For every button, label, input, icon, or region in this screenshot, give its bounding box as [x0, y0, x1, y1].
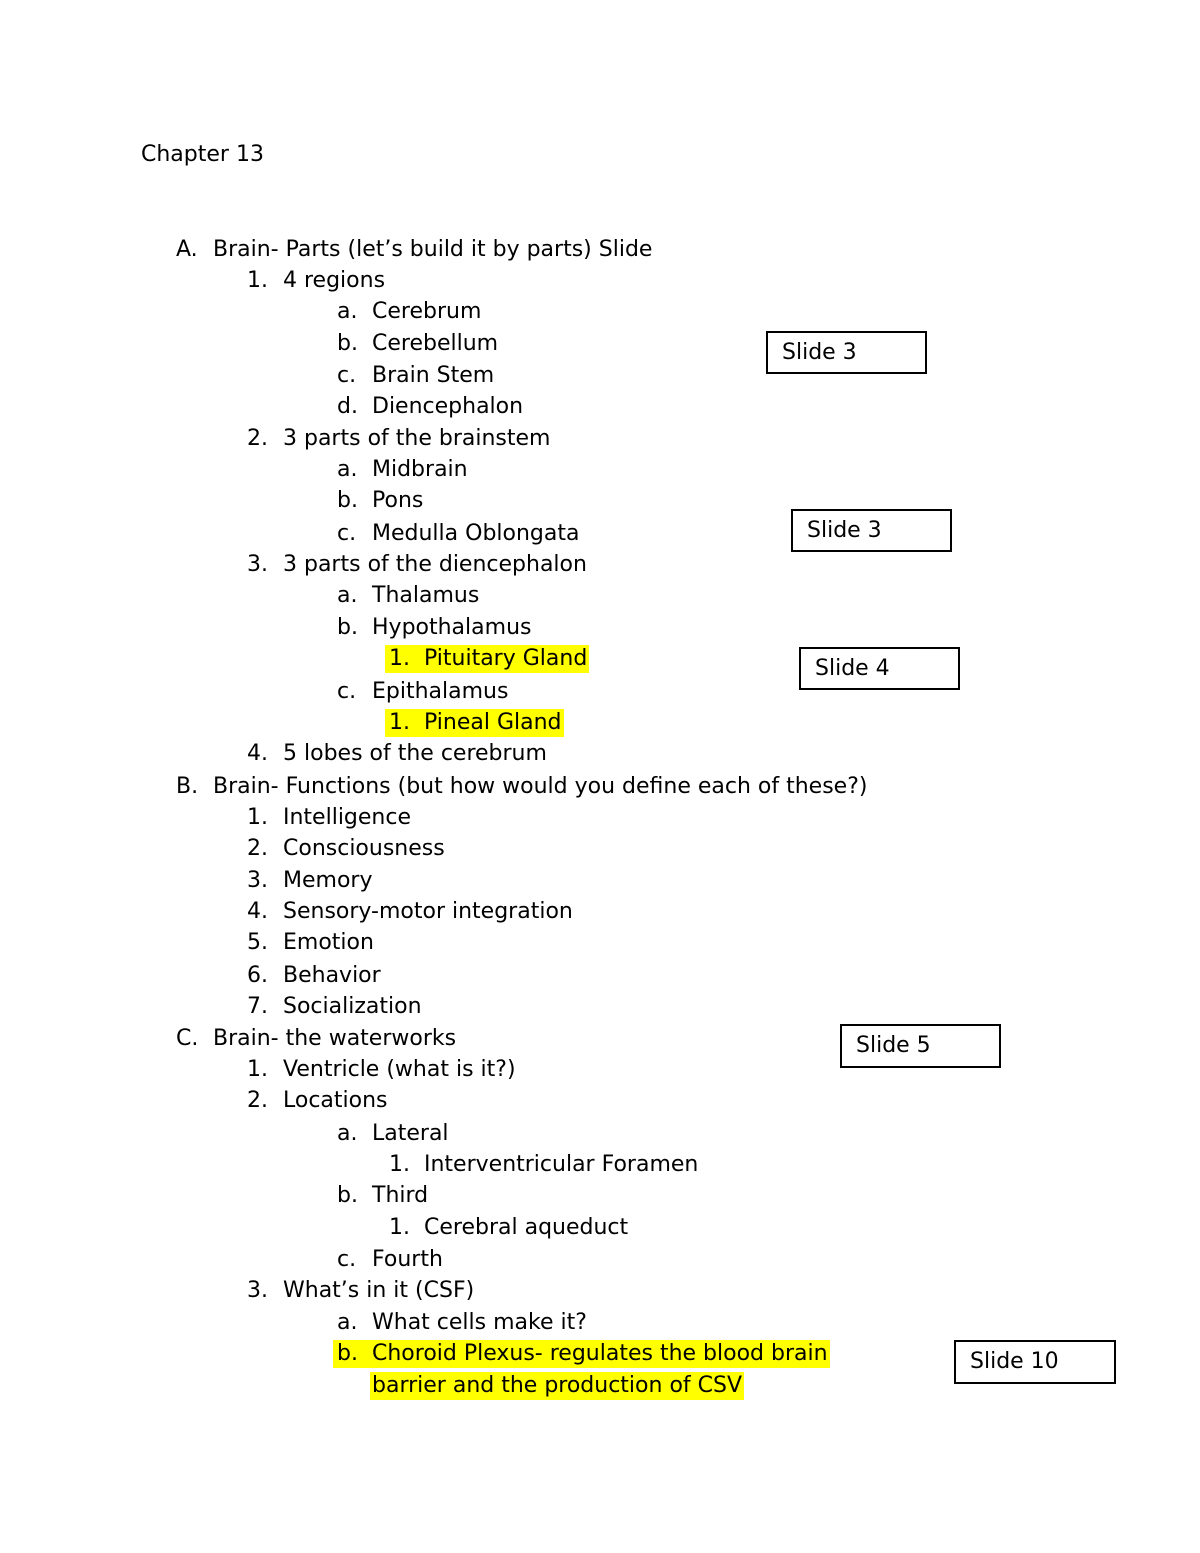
outline-item — [247, 425, 550, 453]
item-text: 5 lobes of the cerebrum — [283, 741, 547, 766]
slide-label-box: Slide 10 — [954, 1340, 1116, 1384]
outline-item — [247, 867, 372, 895]
item-marker: a. — [337, 1121, 358, 1146]
item-marker: 2. — [247, 836, 268, 861]
item-marker: 1. — [389, 1152, 410, 1177]
outline-item — [337, 393, 523, 421]
item-text: Interventricular Foramen — [424, 1152, 699, 1177]
item-marker: a. — [337, 457, 358, 482]
item-text: 3 parts of the brainstem — [283, 426, 551, 451]
item-text: Epithalamus — [372, 679, 509, 704]
outline-item — [247, 929, 374, 957]
outline-item — [337, 520, 579, 548]
item-marker: a. — [337, 1310, 358, 1335]
outline-item — [337, 1120, 449, 1148]
slide-label-box: Slide 3 — [766, 331, 927, 374]
item-marker: B. — [176, 774, 199, 799]
item-marker: 1. — [389, 710, 410, 735]
item-marker: 3. — [247, 868, 268, 893]
highlighted-item — [385, 709, 564, 737]
highlighted-item — [333, 1340, 830, 1368]
item-text: Midbrain — [372, 457, 468, 482]
item-marker: 6. — [247, 963, 268, 988]
slide-label-box: Slide 4 — [799, 647, 960, 690]
highlighted-item — [370, 1372, 744, 1400]
item-text: Lateral — [372, 1121, 449, 1146]
outline-item — [337, 456, 468, 484]
item-text: Intelligence — [283, 805, 412, 830]
item-marker: c. — [337, 1247, 357, 1272]
outline-item — [247, 835, 445, 863]
outline-item — [247, 1056, 516, 1084]
item-marker: a. — [337, 583, 358, 608]
item-text: Third — [372, 1183, 429, 1208]
outline-item — [389, 1214, 628, 1242]
outline-item — [247, 993, 422, 1021]
item-marker: b. — [337, 488, 358, 513]
outline-item — [337, 678, 508, 706]
item-text: Fourth — [372, 1247, 443, 1272]
item-text: Cerebral aqueduct — [424, 1215, 629, 1240]
item-text: Brain- Parts (let’s build it by parts) Slide — [213, 237, 653, 262]
item-marker: 1. — [247, 1057, 268, 1082]
item-marker: 4. — [247, 741, 268, 766]
item-text: Cerebrum — [372, 299, 482, 324]
outline-item — [337, 330, 498, 358]
outline-item — [247, 740, 547, 768]
outline-item — [337, 1309, 587, 1337]
item-marker: 3. — [247, 1278, 268, 1303]
page-title: Chapter 13 — [141, 142, 264, 167]
outline-item — [337, 362, 494, 390]
outline-item — [337, 298, 481, 326]
item-text: Consciousness — [283, 836, 445, 861]
item-text: Diencephalon — [372, 394, 524, 419]
item-text: Behavior — [283, 963, 381, 988]
outline-item — [176, 1025, 456, 1053]
item-marker: a. — [337, 299, 358, 324]
outline-item — [247, 962, 381, 990]
outline-item — [337, 1246, 443, 1274]
outline-item — [247, 1087, 388, 1115]
item-text: Choroid Plexus- regulates the blood brain — [372, 1341, 828, 1366]
item-text: What cells make it? — [372, 1310, 587, 1335]
item-text: Pituitary Gland — [424, 646, 588, 671]
outline-item — [176, 236, 652, 264]
item-marker: b. — [337, 1341, 358, 1366]
outline-item — [389, 1151, 698, 1179]
item-marker: C. — [176, 1026, 199, 1051]
item-text: Sensory-motor integration — [283, 899, 573, 924]
item-text: barrier and the production of CSV — [372, 1373, 743, 1398]
item-marker: 1. — [389, 646, 410, 671]
item-text: Ventricle (what is it?) — [283, 1057, 516, 1082]
item-marker: A. — [176, 237, 198, 262]
item-text: What’s in it (CSF) — [283, 1278, 475, 1303]
outline-item — [337, 582, 479, 610]
item-marker: b. — [337, 615, 358, 640]
item-marker: c. — [337, 521, 357, 546]
item-text: Locations — [283, 1088, 388, 1113]
item-marker: d. — [337, 394, 358, 419]
item-marker: b. — [337, 331, 358, 356]
item-marker: b. — [337, 1183, 358, 1208]
item-text: Emotion — [283, 930, 374, 955]
outline-item — [337, 614, 531, 642]
slide-label-box: Slide 3 — [791, 509, 952, 552]
item-text: Medulla Oblongata — [372, 521, 580, 546]
outline-item — [247, 551, 587, 579]
item-marker: 1. — [247, 805, 268, 830]
highlighted-item — [385, 645, 589, 673]
item-text: 3 parts of the diencephalon — [283, 552, 587, 577]
item-text: Hypothalamus — [372, 615, 532, 640]
item-marker: 1. — [389, 1215, 410, 1240]
item-text: Pons — [372, 488, 424, 513]
item-marker: 2. — [247, 426, 268, 451]
item-marker: 4. — [247, 899, 268, 924]
outline-item — [247, 898, 573, 926]
item-text: Cerebellum — [372, 331, 499, 356]
item-text: Memory — [283, 868, 373, 893]
item-marker: 5. — [247, 930, 268, 955]
item-marker: 2. — [247, 1088, 268, 1113]
outline-item — [337, 487, 423, 515]
item-marker: c. — [337, 679, 357, 704]
item-marker: 1. — [247, 268, 268, 293]
outline-item — [337, 1182, 428, 1210]
item-marker: 7. — [247, 994, 268, 1019]
item-text: Pineal Gland — [424, 710, 562, 735]
outline-item — [247, 804, 411, 832]
item-text: Socialization — [283, 994, 422, 1019]
outline-item — [247, 1277, 474, 1305]
item-text: Brain- the waterworks — [213, 1026, 457, 1051]
item-marker: c. — [337, 363, 357, 388]
item-marker: 3. — [247, 552, 268, 577]
slide-label-box: Slide 5 — [840, 1024, 1001, 1068]
outline-item — [247, 267, 385, 295]
item-text: Brain Stem — [372, 363, 495, 388]
item-text: Brain- Functions (but how would you define each of these?) — [213, 774, 868, 799]
outline-item — [176, 773, 867, 801]
item-text: 4 regions — [283, 268, 386, 293]
item-text: Thalamus — [372, 583, 480, 608]
